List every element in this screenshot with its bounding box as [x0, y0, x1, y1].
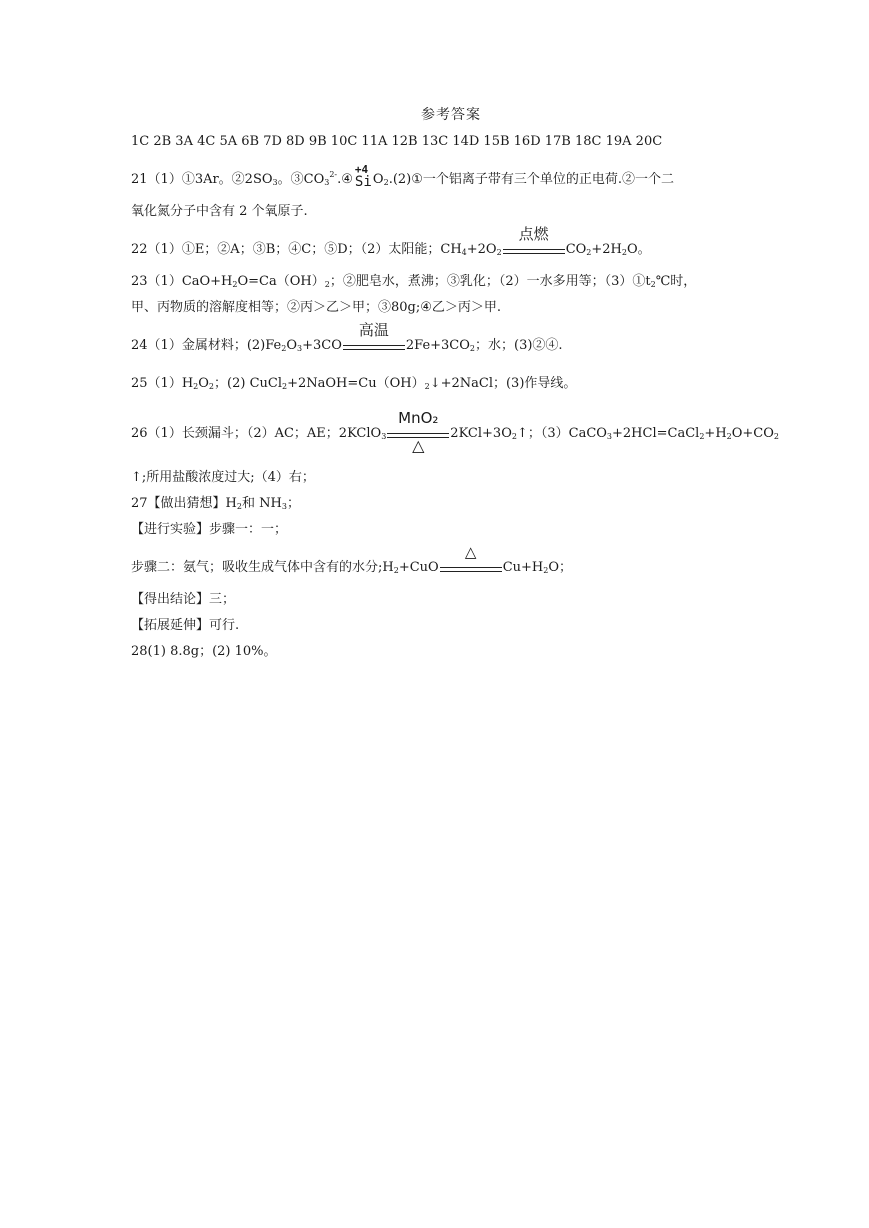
q27-line3: 步骤二：氨气；吸收生成气体中含有的水分$;H_2+CuO$ △ $Cu+H_2O$； — [131, 542, 573, 575]
q25-line: $25(1)H_2O_2$；(2) $CuCl_2+2NaOH=Cu(OH)_2↓+2NaCl$；(3)作导线。 — [131, 376, 577, 391]
answer-key — [131, 104, 779, 662]
q27-line1: 27【做出猜想】$H_2$和 $NH_3$； — [131, 496, 300, 511]
reaction-condition-arrow: 点燃 — [503, 243, 565, 257]
multiple-choice-answers: 1C 2B 3A 4C 5A 6B 7D 8D 9B 10C 11A 12B 13C 14D 15B 16D 17B 18C 19A 20C — [131, 134, 663, 149]
q24-line: 24（1）金属材料；$(2)Fe_2O_3+3CO$ 高温 $2Fe+3CO_2$；水；(3)②④. — [131, 320, 563, 353]
reaction-condition-arrow: △ — [440, 561, 502, 575]
q27-line4: 【得出结论】三； — [131, 592, 236, 607]
q26-line1: 26（1）长颈漏斗；（2）AC；AE；2KClO$_3$ MnO₂ △ $2KCl+3O_2↑$；$(3)CaCO_3+2HCl=CaCl_2+H_2O+CO_2$ — [131, 408, 779, 455]
q22-line: 22（1）①E；②A；③B；④C；⑤D；（2）太阳能；$CH_4+2O_2$ 点燃 $CO_2+2H_2O$。 — [131, 224, 651, 257]
page-title: 参考答案 — [421, 107, 481, 123]
q23-line1: $23(1)CaO+H_2O=Ca(OH)_2$；②肥皂水，煮沸；③乳化；（2）一水多用等；$(3)①t_2℃$时， — [131, 274, 697, 289]
q21-line1: 21（1）①3Ar。$②2SO_3$。$③CO_3^{2-}.④$ +4 Si $O_2.(2)①$一个铝离子带有三个单位的正电荷.②一个二 — [131, 163, 675, 190]
reaction-condition-arrow: MnO₂ △ — [387, 427, 449, 441]
q23-line2: 甲、丙物质的溶解度相等；②丙＞乙＞甲；③80g;④乙＞丙＞甲. — [131, 300, 502, 315]
q27-line2: 【进行实验】步骤一：一； — [131, 522, 288, 537]
valence-notation: +4 Si — [354, 163, 372, 190]
reaction-condition-arrow: 高温 — [343, 339, 405, 353]
q21-line2: 氧化氮分子中含有 2 个氧原子. — [131, 204, 308, 219]
q27-line5: 【拓展延伸】可行. — [131, 618, 240, 633]
q26-line2: ↑;所用盐酸浓度过大;（4）右； — [131, 470, 315, 485]
q28-line: 28(1) 8.8g；(2) 10%。 — [131, 644, 277, 659]
